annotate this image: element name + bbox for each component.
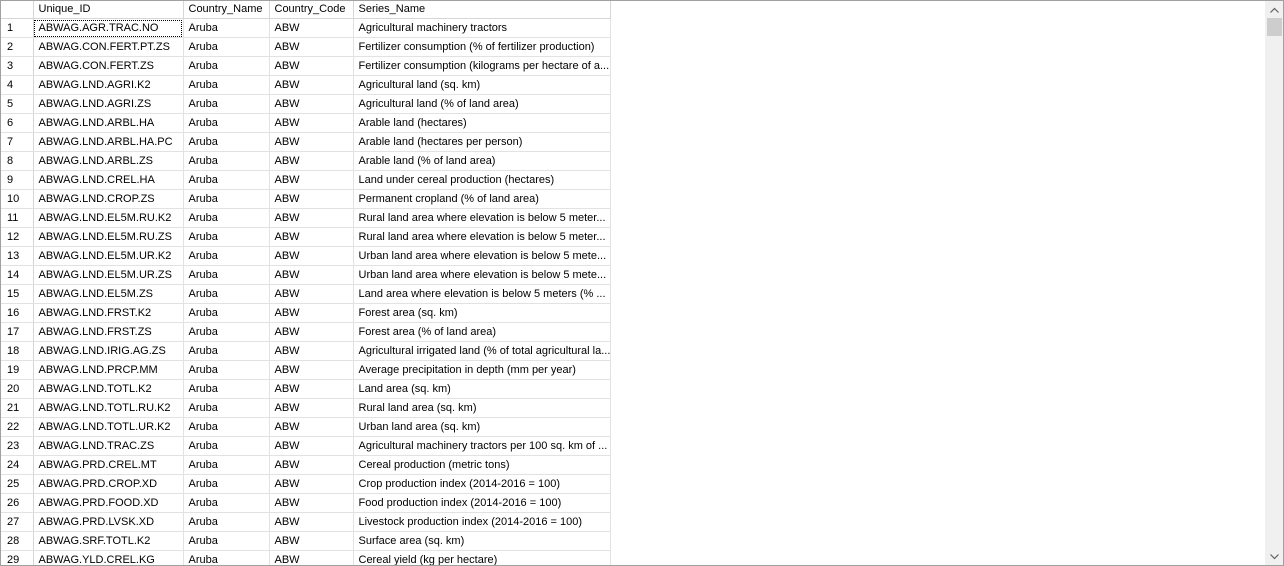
- unique-id-cell[interactable]: ABWAG.PRD.LVSK.XD: [33, 513, 183, 532]
- row-number-cell[interactable]: 10: [1, 190, 33, 209]
- series-name-cell[interactable]: Land area (sq. km): [353, 380, 611, 399]
- column-header-country-name[interactable]: Country_Name: [183, 1, 269, 19]
- unique-id-cell[interactable]: ABWAG.LND.EL5M.UR.K2: [33, 247, 183, 266]
- country-name-cell[interactable]: Aruba: [183, 266, 269, 285]
- series-name-cell[interactable]: Agricultural machinery tractors: [353, 19, 611, 38]
- row-number-cell[interactable]: 29: [1, 551, 33, 566]
- table-row[interactable]: [1, 304, 611, 323]
- table-row[interactable]: [1, 361, 611, 380]
- column-header-series-name[interactable]: Series_Name: [353, 1, 611, 19]
- series-name-cell[interactable]: Livestock production index (2014-2016 = 100): [353, 513, 611, 532]
- row-number-cell[interactable]: 21: [1, 399, 33, 418]
- series-name-cell[interactable]: Crop production index (2014-2016 = 100): [353, 475, 611, 494]
- series-name-cell[interactable]: Agricultural irrigated land (% of total agricultural la...: [353, 342, 611, 361]
- row-number-cell[interactable]: 16: [1, 304, 33, 323]
- country-code-cell[interactable]: ABW: [269, 209, 353, 228]
- table-row[interactable]: [1, 133, 611, 152]
- country-code-cell[interactable]: ABW: [269, 95, 353, 114]
- country-name-cell[interactable]: Aruba: [183, 171, 269, 190]
- series-name-cell[interactable]: Average precipitation in depth (mm per year): [353, 361, 611, 380]
- table-row[interactable]: [1, 19, 611, 38]
- series-name-cell[interactable]: Agricultural machinery tractors per 100 sq. km of ...: [353, 437, 611, 456]
- unique-id-cell[interactable]: ABWAG.LND.AGRI.K2: [33, 76, 183, 95]
- country-code-cell[interactable]: ABW: [269, 228, 353, 247]
- scroll-down-arrow-icon: [1270, 554, 1279, 560]
- series-name-cell[interactable]: Rural land area (sq. km): [353, 399, 611, 418]
- country-name-cell[interactable]: Aruba: [183, 342, 269, 361]
- results-table: [1, 1, 611, 565]
- series-name-cell[interactable]: Forest area (sq. km): [353, 304, 611, 323]
- unique-id-cell[interactable]: ABWAG.LND.ARBL.HA.PC: [33, 133, 183, 152]
- table-row[interactable]: [1, 247, 611, 266]
- country-code-cell[interactable]: ABW: [269, 190, 353, 209]
- series-name-cell[interactable]: Forest area (% of land area): [353, 323, 611, 342]
- unique-id-cell[interactable]: ABWAG.SRF.TOTL.K2: [33, 532, 183, 551]
- country-code-cell[interactable]: ABW: [269, 380, 353, 399]
- country-name-cell[interactable]: Aruba: [183, 513, 269, 532]
- row-number-cell[interactable]: 8: [1, 152, 33, 171]
- unique-id-cell[interactable]: ABWAG.LND.ARBL.HA: [33, 114, 183, 133]
- row-number-cell[interactable]: 2: [1, 38, 33, 57]
- table-row[interactable]: [1, 494, 611, 513]
- country-name-cell[interactable]: Aruba: [183, 57, 269, 76]
- scrollbar-thumb[interactable]: [1267, 18, 1282, 36]
- country-name-cell[interactable]: Aruba: [183, 551, 269, 566]
- row-number-cell[interactable]: 20: [1, 380, 33, 399]
- column-header-country-code[interactable]: Country_Code: [269, 1, 353, 19]
- table-row[interactable]: [1, 266, 611, 285]
- table-row[interactable]: [1, 171, 611, 190]
- results-grid[interactable]: [1, 1, 1266, 565]
- table-row[interactable]: [1, 38, 611, 57]
- row-number-cell[interactable]: 22: [1, 418, 33, 437]
- unique-id-cell[interactable]: ABWAG.LND.FRST.K2: [33, 304, 183, 323]
- country-name-cell[interactable]: Aruba: [183, 323, 269, 342]
- country-code-cell[interactable]: ABW: [269, 76, 353, 95]
- table-row[interactable]: [1, 551, 611, 566]
- country-name-cell[interactable]: Aruba: [183, 532, 269, 551]
- series-name-cell[interactable]: Urban land area where elevation is below 5 mete...: [353, 266, 611, 285]
- unique-id-cell[interactable]: ABWAG.LND.EL5M.ZS: [33, 285, 183, 304]
- table-row[interactable]: [1, 323, 611, 342]
- country-code-cell[interactable]: ABW: [269, 323, 353, 342]
- country-name-cell[interactable]: Aruba: [183, 494, 269, 513]
- country-code-cell[interactable]: ABW: [269, 114, 353, 133]
- row-number-cell[interactable]: 23: [1, 437, 33, 456]
- country-code-cell[interactable]: ABW: [269, 171, 353, 190]
- unique-id-cell[interactable]: ABWAG.LND.AGRI.ZS: [33, 95, 183, 114]
- country-name-cell[interactable]: Aruba: [183, 19, 269, 38]
- country-name-cell[interactable]: Aruba: [183, 304, 269, 323]
- country-code-cell[interactable]: ABW: [269, 19, 353, 38]
- unique-id-cell[interactable]: ABWAG.LND.CREL.HA: [33, 171, 183, 190]
- series-name-cell[interactable]: Cereal yield (kg per hectare): [353, 551, 611, 566]
- series-name-cell[interactable]: Arable land (% of land area): [353, 152, 611, 171]
- row-number-cell[interactable]: 6: [1, 114, 33, 133]
- country-code-cell[interactable]: ABW: [269, 437, 353, 456]
- row-number-cell[interactable]: 15: [1, 285, 33, 304]
- country-code-cell[interactable]: ABW: [269, 342, 353, 361]
- unique-id-cell[interactable]: ABWAG.LND.ARBL.ZS: [33, 152, 183, 171]
- table-row[interactable]: [1, 190, 611, 209]
- unique-id-cell[interactable]: ABWAG.LND.CROP.ZS: [33, 190, 183, 209]
- row-number-cell[interactable]: 26: [1, 494, 33, 513]
- row-number-cell[interactable]: 3: [1, 57, 33, 76]
- series-name-cell[interactable]: Fertilizer consumption (% of fertilizer production): [353, 38, 611, 57]
- country-code-cell[interactable]: ABW: [269, 152, 353, 171]
- table-row[interactable]: [1, 437, 611, 456]
- unique-id-cell[interactable]: ABWAG.LND.PRCP.MM: [33, 361, 183, 380]
- row-number-cell[interactable]: 13: [1, 247, 33, 266]
- country-name-cell[interactable]: Aruba: [183, 95, 269, 114]
- series-name-cell[interactable]: Food production index (2014-2016 = 100): [353, 494, 611, 513]
- series-name-cell[interactable]: Surface area (sq. km): [353, 532, 611, 551]
- table-row[interactable]: [1, 532, 611, 551]
- country-name-cell[interactable]: Aruba: [183, 228, 269, 247]
- country-name-cell[interactable]: Aruba: [183, 361, 269, 380]
- series-name-cell[interactable]: Cereal production (metric tons): [353, 456, 611, 475]
- table-row[interactable]: [1, 342, 611, 361]
- series-name-cell[interactable]: Permanent cropland (% of land area): [353, 190, 611, 209]
- country-code-cell[interactable]: ABW: [269, 532, 353, 551]
- unique-id-cell[interactable]: ABWAG.LND.EL5M.RU.ZS: [33, 228, 183, 247]
- row-number-cell[interactable]: 5: [1, 95, 33, 114]
- series-name-cell[interactable]: Rural land area where elevation is below 5 meter...: [353, 209, 611, 228]
- country-code-cell[interactable]: ABW: [269, 513, 353, 532]
- country-name-cell[interactable]: Aruba: [183, 380, 269, 399]
- country-code-cell[interactable]: ABW: [269, 494, 353, 513]
- row-number-cell[interactable]: 4: [1, 76, 33, 95]
- unique-id-cell[interactable]: ABWAG.YLD.CREL.KG: [33, 551, 183, 566]
- row-number-cell[interactable]: 7: [1, 133, 33, 152]
- country-code-cell[interactable]: ABW: [269, 38, 353, 57]
- country-name-cell[interactable]: Aruba: [183, 475, 269, 494]
- table-row[interactable]: [1, 475, 611, 494]
- unique-id-cell[interactable]: ABWAG.LND.TOTL.RU.K2: [33, 399, 183, 418]
- unique-id-cell[interactable]: ABWAG.LND.TOTL.UR.K2: [33, 418, 183, 437]
- scroll-up-arrow-icon: [1270, 7, 1279, 13]
- row-number-cell[interactable]: 24: [1, 456, 33, 475]
- header-row: [1, 1, 611, 19]
- country-name-cell[interactable]: Aruba: [183, 114, 269, 133]
- vertical-scrollbar[interactable]: [1265, 1, 1283, 565]
- table-row[interactable]: [1, 399, 611, 418]
- country-name-cell[interactable]: Aruba: [183, 418, 269, 437]
- country-name-cell[interactable]: Aruba: [183, 190, 269, 209]
- table-row[interactable]: [1, 380, 611, 399]
- unique-id-cell[interactable]: ABWAG.LND.EL5M.UR.ZS: [33, 266, 183, 285]
- unique-id-cell[interactable]: ABWAG.PRD.CROP.XD: [33, 475, 183, 494]
- unique-id-cell[interactable]: ABWAG.LND.EL5M.RU.K2: [33, 209, 183, 228]
- row-number-cell[interactable]: 14: [1, 266, 33, 285]
- unique-id-cell[interactable]: ABWAG.PRD.CREL.MT: [33, 456, 183, 475]
- country-code-cell[interactable]: ABW: [269, 361, 353, 380]
- country-code-cell[interactable]: ABW: [269, 266, 353, 285]
- table-row[interactable]: [1, 418, 611, 437]
- select-all-corner[interactable]: [1, 1, 33, 19]
- row-number-cell[interactable]: 28: [1, 532, 33, 551]
- unique-id-cell[interactable]: ABWAG.LND.TRAC.ZS: [33, 437, 183, 456]
- unique-id-cell[interactable]: ABWAG.CON.FERT.ZS: [33, 57, 183, 76]
- series-name-cell[interactable]: Agricultural land (sq. km): [353, 76, 611, 95]
- unique-id-cell[interactable]: ABWAG.CON.FERT.PT.ZS: [33, 38, 183, 57]
- column-header-unique-id[interactable]: Unique_ID: [33, 1, 183, 19]
- table-row[interactable]: [1, 95, 611, 114]
- country-code-cell[interactable]: ABW: [269, 57, 353, 76]
- unique-id-cell[interactable]: ABWAG.LND.TOTL.K2: [33, 380, 183, 399]
- unique-id-cell[interactable]: ABWAG.LND.FRST.ZS: [33, 323, 183, 342]
- country-name-cell[interactable]: Aruba: [183, 209, 269, 228]
- series-name-cell[interactable]: Arable land (hectares per person): [353, 133, 611, 152]
- series-name-cell[interactable]: Land under cereal production (hectares): [353, 171, 611, 190]
- unique-id-cell[interactable]: ABWAG.LND.IRIG.AG.ZS: [33, 342, 183, 361]
- series-name-cell[interactable]: Agricultural land (% of land area): [353, 95, 611, 114]
- country-name-cell[interactable]: Aruba: [183, 76, 269, 95]
- country-code-cell[interactable]: ABW: [269, 247, 353, 266]
- series-name-cell[interactable]: Rural land area where elevation is below 5 meter...: [353, 228, 611, 247]
- country-name-cell[interactable]: Aruba: [183, 285, 269, 304]
- series-name-cell[interactable]: Fertilizer consumption (kilograms per hectare of a...: [353, 57, 611, 76]
- series-name-cell[interactable]: Arable land (hectares): [353, 114, 611, 133]
- row-number-cell[interactable]: 27: [1, 513, 33, 532]
- unique-id-cell[interactable]: ABWAG.PRD.FOOD.XD: [33, 494, 183, 513]
- table-row[interactable]: [1, 513, 611, 532]
- row-number-cell[interactable]: 11: [1, 209, 33, 228]
- country-code-cell[interactable]: ABW: [269, 133, 353, 152]
- country-code-cell[interactable]: ABW: [269, 304, 353, 323]
- country-code-cell[interactable]: ABW: [269, 456, 353, 475]
- country-name-cell[interactable]: Aruba: [183, 133, 269, 152]
- row-number-cell[interactable]: 9: [1, 171, 33, 190]
- country-name-cell[interactable]: Aruba: [183, 247, 269, 266]
- scroll-down-button[interactable]: [1266, 548, 1283, 565]
- table-row[interactable]: [1, 228, 611, 247]
- table-row[interactable]: [1, 114, 611, 133]
- table-row[interactable]: [1, 285, 611, 304]
- scroll-up-button[interactable]: [1266, 1, 1283, 18]
- row-number-cell[interactable]: 1: [1, 19, 33, 38]
- row-number-cell[interactable]: 19: [1, 361, 33, 380]
- country-code-cell[interactable]: ABW: [269, 475, 353, 494]
- table-row[interactable]: [1, 209, 611, 228]
- country-code-cell[interactable]: ABW: [269, 551, 353, 566]
- table-row[interactable]: [1, 152, 611, 171]
- series-name-cell[interactable]: Urban land area (sq. km): [353, 418, 611, 437]
- row-number-cell[interactable]: 18: [1, 342, 33, 361]
- country-name-cell[interactable]: Aruba: [183, 152, 269, 171]
- table-row[interactable]: [1, 456, 611, 475]
- series-name-cell[interactable]: Urban land area where elevation is below 5 mete...: [353, 247, 611, 266]
- country-name-cell[interactable]: Aruba: [183, 456, 269, 475]
- country-code-cell[interactable]: ABW: [269, 418, 353, 437]
- row-number-cell[interactable]: 12: [1, 228, 33, 247]
- country-code-cell[interactable]: ABW: [269, 285, 353, 304]
- row-number-cell[interactable]: 17: [1, 323, 33, 342]
- country-code-cell[interactable]: ABW: [269, 399, 353, 418]
- country-name-cell[interactable]: Aruba: [183, 437, 269, 456]
- table-row[interactable]: [1, 76, 611, 95]
- country-name-cell[interactable]: Aruba: [183, 399, 269, 418]
- row-number-cell[interactable]: 25: [1, 475, 33, 494]
- table-row[interactable]: [1, 57, 611, 76]
- country-name-cell[interactable]: Aruba: [183, 38, 269, 57]
- series-name-cell[interactable]: Land area where elevation is below 5 meters (% ...: [353, 285, 611, 304]
- unique-id-cell[interactable]: ABWAG.AGR.TRAC.NO: [33, 19, 183, 38]
